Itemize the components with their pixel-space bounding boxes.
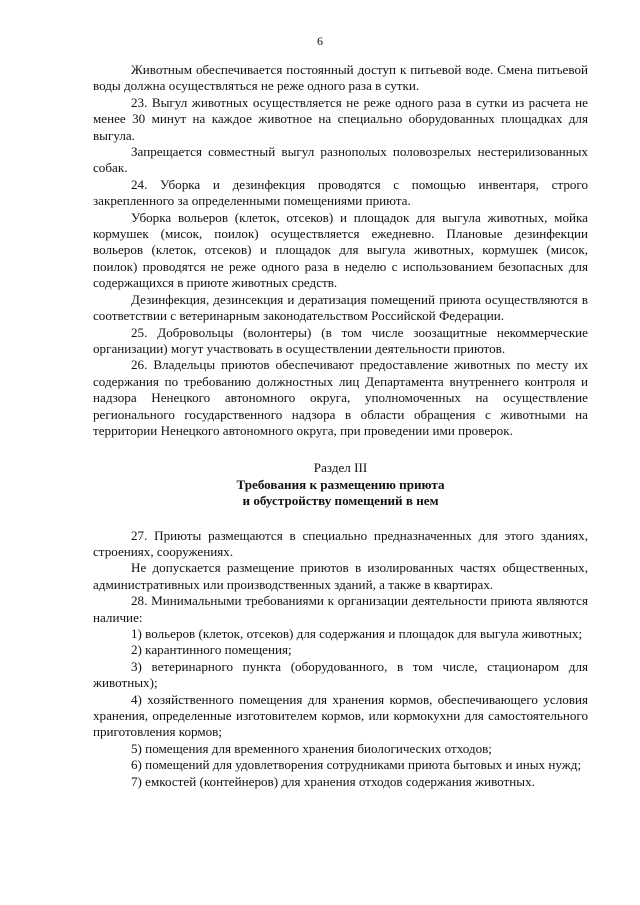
section-label: Раздел III <box>313 460 368 476</box>
list-item-2: 2) карантинного помещения; <box>131 642 292 658</box>
page-number: 6 <box>317 34 323 48</box>
paragraph-25: 25. Добровольцы (волонтеры) (в том числе зоозащитные некоммерческие организации) могут участвовать в осуществлении деятельности приютов. <box>93 324 588 356</box>
list-item-3: 3) ветеринарного пункта (оборудованного, в том числе, стационаром для животных); <box>93 658 588 691</box>
paragraph-placement-restriction: Не допускается размещение приютов в изолированных частях общественных, административных или производственных зданий, а также в квартирах. <box>93 560 588 592</box>
list-item-4: 4) хозяйственного помещения для хранения кормов, обеспечивающего условия хранения, определенные изготовителем кормов, или кормокухни для самостоятельного приготовления кормов; <box>93 691 588 740</box>
list-item-6: 6) помещений для удовлетворения сотрудниками приюта бытовых и иных нужд; <box>131 757 582 773</box>
paragraph-water-access: Животным обеспечивается постоянный доступ к питьевой воде. Смена питьевой воды должна осуществляться не реже одного раза в сутки. <box>93 62 588 94</box>
paragraph-disinfection: Дезинфекция, дезинсекция и дератизация помещений приюта осуществляются в соответствии с ветеринарным законодательством Российской Федерации. <box>93 291 588 324</box>
paragraph-24: 24. Уборка и дезинфекция проводятся с помощью инвентаря, строго закрепленного за определенными помещениями приюта. <box>93 176 588 209</box>
paragraph-cleaning: Уборка вольеров (клеток, отсеков) и площадок для выгула животных, мойка кормушек (мисок, поилок) осуществляется ежедневно. Плановые дезинфекции вольеров (клеток, отсеков) и площадок для выгула животных, кормушек (мисок, поилок) проводятся не реже одного раза в неделю с использованием безопасных для содержащихся в приюте животных средств. <box>93 209 588 291</box>
section-title-line-2: и обустройству помещений в нем <box>242 493 439 509</box>
paragraph-26: 26. Владельцы приютов обеспечивают предоставление животных по месту их содержания по требованию должностных лиц Департамента внутреннего контроля и надзора Ненецкого автономного округа, уполномоченных на осуществление регионального государственного надзора в области обращения с животными на территории Ненецкого автономного округа, при проведении ими проверок. <box>93 357 588 438</box>
list-item-5: 5) помещения для временного хранения биологических отходов; <box>131 740 492 756</box>
paragraph-23: 23. Выгул животных осуществляется не реже одного раза в сутки из расчета не менее 30 минут на каждое животное на специально оборудованных площадках для выгула. <box>93 94 588 143</box>
paragraph-27: 27. Приюты размещаются в специально предназначенных для этого зданиях, строениях, сооружениях. <box>93 527 588 559</box>
list-item-1: 1) вольеров (клеток, отсеков) для содержания и площадок для выгула животных; <box>131 626 583 641</box>
section-title-line-1: Требования к размещению приюта <box>236 476 445 492</box>
paragraph-walk-prohibition: Запрещается совместный выгул разнополых половозрелых нестерилизованных собак. <box>93 144 588 176</box>
paragraph-28: 28. Минимальными требованиями к организации деятельности приюта являются наличие: <box>93 593 588 625</box>
document-body <box>93 62 588 790</box>
list-item-7: 7) емкостей (контейнеров) для хранения отходов содержания животных. <box>131 773 535 789</box>
